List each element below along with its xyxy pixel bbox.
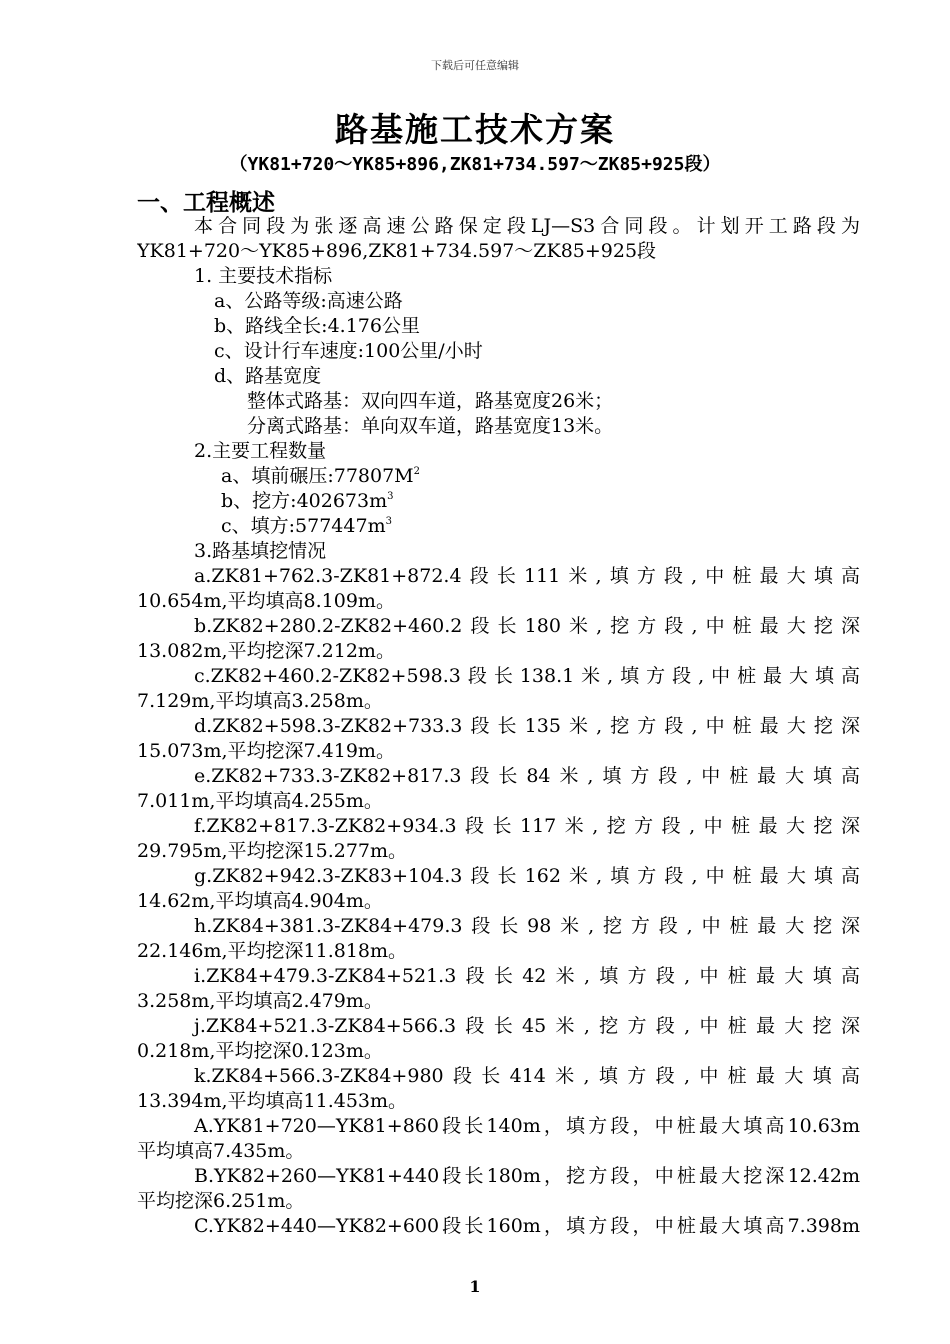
fill-cut-item: B.YK82+260—YK81+440段长180m，挖方段，中桩最大挖深12.42m [194, 1165, 860, 1187]
fill-cut-item: g.ZK82+942.3-ZK83+104.3段长162米,填方段,中桩最大填高 [194, 865, 860, 887]
indicator-item: c、设计行车速度:100公里/小时 [214, 340, 483, 362]
fill-cut-item-cont: 7.129m,平均填高3.258m。 [137, 690, 383, 712]
document-body [137, 214, 860, 1239]
quantity-text: b、挖方:402673m [221, 490, 388, 512]
page-number: 1 [469, 1277, 481, 1296]
intro-paragraph: 本合同段为张逐高速公路保定段LJ—S3合同段。计划开工路段为 [194, 215, 860, 237]
fill-cut-item: e.ZK82+733.3-ZK82+817.3段长84米,填方段,中桩最大填高 [194, 765, 860, 787]
fill-cut-item-cont: 0.218m,平均挖深0.123m。 [137, 1040, 383, 1062]
fill-cut-item-cont: 15.073m,平均挖深7.419m。 [137, 740, 395, 762]
header-note: 下载后可任意编辑 [431, 59, 519, 72]
indicators-heading: 1. 主要技术指标 [194, 265, 333, 287]
document-subtitle: （YK81+720～YK85+896,ZK81+734.597～ZK85+925段） [229, 154, 721, 175]
quantity-item [137, 489, 860, 514]
fill-cut-item: a.ZK81+762.3-ZK81+872.4段长111米,填方段,中桩最大填高 [194, 565, 860, 587]
indicator-item: a、公路等级:高速公路 [214, 290, 403, 312]
fill-cut-item-cont: 14.62m,平均填高4.904m。 [137, 890, 383, 912]
quantity-text: a、填前碾压:77807M [221, 465, 414, 487]
fill-cut-item: A.YK81+720—YK81+860段长140m，填方段，中桩最大填高10.63m [194, 1115, 860, 1137]
fill-cut-item-cont: 10.654m,平均填高8.109m。 [137, 590, 395, 612]
indicator-subitem: 整体式路基：双向四车道，路基宽度26米； [247, 390, 614, 412]
fill-cut-item-cont: 13.082m,平均挖深7.212m。 [137, 640, 395, 662]
section-heading: 一、工程概述 [137, 189, 275, 216]
quantity-item [137, 464, 860, 489]
fill-cut-item-cont: 13.394m,平均填高11.453m。 [137, 1090, 408, 1112]
fill-cut-item: C.YK82+440—YK82+600段长160m，填方段，中桩最大填高7.398m [194, 1215, 860, 1237]
fill-cut-item: h.ZK84+381.3-ZK84+479.3段长98米,挖方段,中桩最大挖深 [194, 915, 860, 937]
unit-superscript: 3 [387, 491, 394, 502]
indicator-item: d、路基宽度 [214, 365, 322, 387]
fill-cut-item: i.ZK84+479.3-ZK84+521.3段长42米,填方段,中桩最大填高 [194, 965, 860, 987]
fill-cut-item: d.ZK82+598.3-ZK82+733.3段长135米,挖方段,中桩最大挖深 [194, 715, 860, 737]
fill-cut-item-cont: 7.011m,平均填高4.255m。 [137, 790, 383, 812]
fill-cut-item: j.ZK84+521.3-ZK84+566.3段长45米,挖方段,中桩最大挖深 [194, 1015, 860, 1037]
fill-cut-item: k.ZK84+566.3-ZK84+980段长414米,填方段,中桩最大填高 [194, 1065, 860, 1087]
quantity-text: c、填方:577447m [221, 515, 386, 537]
indicator-item: b、路线全长:4.176公里 [214, 315, 420, 337]
document-title: 路基施工技术方案 [335, 110, 615, 149]
fill-cut-item-cont: 29.795m,平均挖深15.277m。 [137, 840, 408, 862]
fill-cut-item-cont: 平均挖深6.251m。 [137, 1190, 305, 1212]
indicator-subitem: 分离式路基：单向双车道，路基宽度13米。 [247, 415, 614, 437]
intro-paragraph-cont: YK81+720～YK85+896,ZK81+734.597～ZK85+925段 [137, 240, 657, 262]
unit-superscript: 2 [413, 466, 421, 477]
fill-cut-item-cont: 3.258m,平均填高2.479m。 [137, 990, 383, 1012]
fill-cut-item: f.ZK82+817.3-ZK82+934.3段长117米,挖方段,中桩最大挖深 [194, 815, 860, 837]
fill-cut-item-cont: 平均填高7.435m。 [137, 1140, 305, 1162]
fill-cut-item-cont: 22.146m,平均挖深11.818m。 [137, 940, 408, 962]
unit-superscript: 3 [385, 516, 392, 527]
fill-cut-item: c.ZK82+460.2-ZK82+598.3段长138.1米,填方段,中桩最大填高 [194, 665, 860, 687]
quantities-heading: 2.主要工程数量 [194, 440, 327, 462]
fill-cut-heading: 3.路基填挖情况 [194, 540, 327, 562]
quantity-item [137, 514, 860, 539]
fill-cut-item: b.ZK82+280.2-ZK82+460.2段长180米,挖方段,中桩最大挖深 [194, 615, 860, 637]
